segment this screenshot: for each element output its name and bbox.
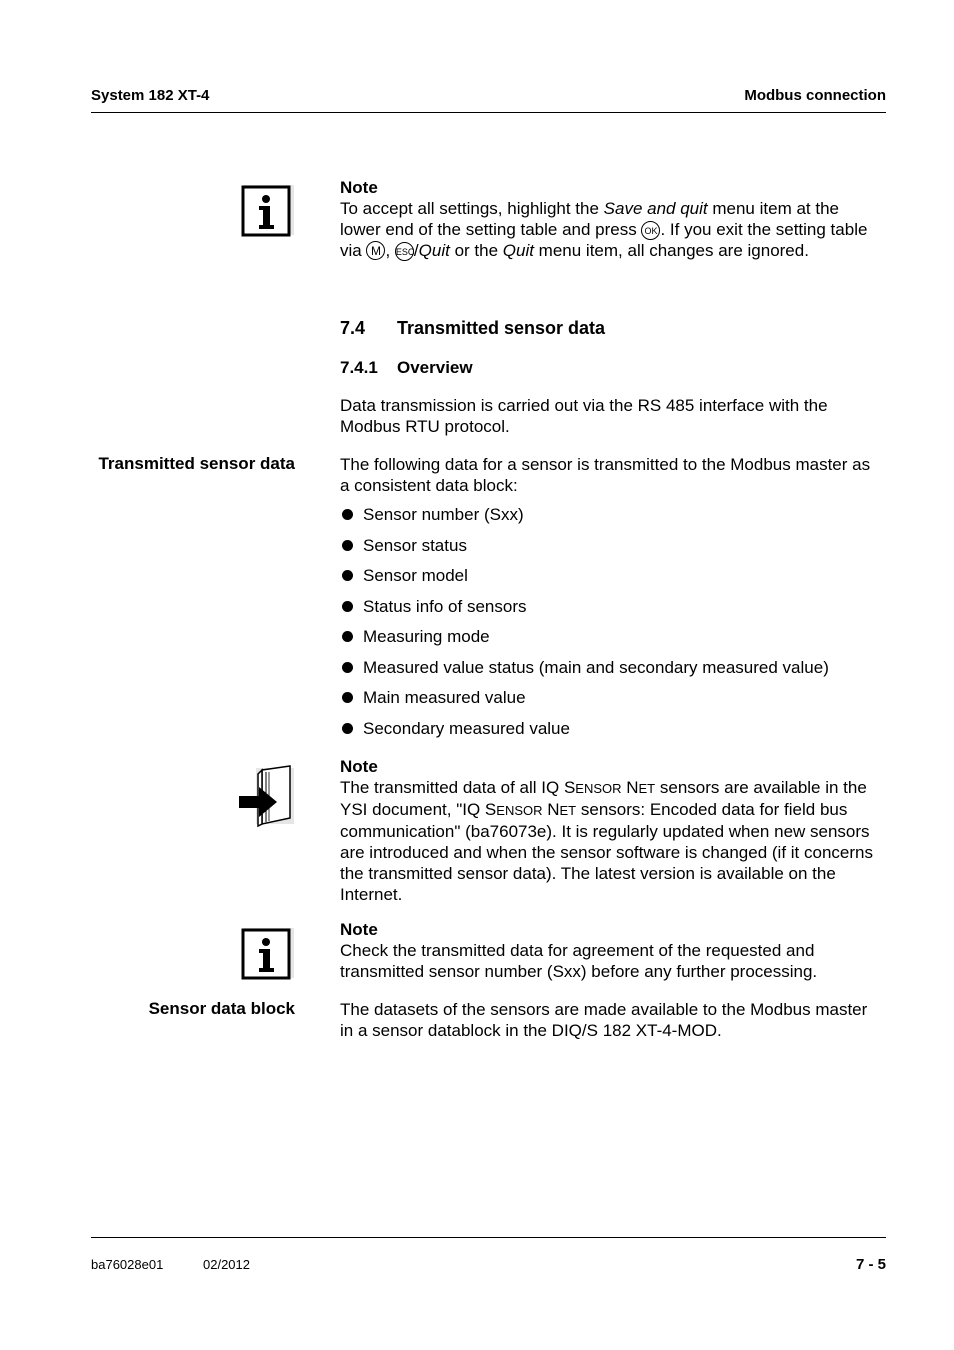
list-item-text: Measured value status (main and secondary measured value) [363, 657, 829, 677]
text: / [413, 241, 419, 260]
list-item-text: Secondary measured value [363, 718, 570, 738]
note-3-line-2: transmitted sensor number (Sxx) before any further processing. [340, 962, 818, 981]
section-heading [340, 318, 605, 339]
text-line: Data transmission is carried out via the RS 485 interface with the [340, 396, 828, 415]
note-2-title: Note [340, 757, 378, 776]
list-item [340, 504, 900, 535]
note-2-line-6: Internet. [340, 885, 403, 904]
subsection-number: 7.4.1 [340, 358, 378, 377]
text-line: The following data for a sensor is transmitted to the Modbus master as [340, 455, 871, 474]
list-item [340, 657, 900, 688]
text: or the [449, 241, 503, 260]
bullet-icon [342, 692, 353, 703]
footer-doc-number: ba76028e01 [91, 1257, 164, 1272]
text-line: in a sensor datablock in the DIQ/S 182 XT-4-MOD. [340, 1021, 722, 1040]
side-label-sensor-block: Sensor data block [148, 999, 295, 1018]
text: The transmitted data of all IQ S [340, 778, 576, 797]
list-item-text: Sensor number (Sxx) [363, 505, 524, 524]
text-line: Modbus RTU protocol. [340, 417, 510, 436]
text: lower end of the setting table and press [340, 220, 642, 239]
note-1-line-3 [340, 240, 900, 261]
list-item [340, 626, 900, 657]
side-label-transmitted: Transmitted sensor data [98, 454, 295, 473]
list-item [340, 565, 900, 596]
small-caps-text: ET [559, 803, 577, 818]
text: To accept all settings, highlight the [340, 199, 604, 218]
ok-key-icon: OK [641, 221, 660, 240]
footer-date: 02/2012 [203, 1257, 250, 1272]
note-3 [340, 919, 900, 982]
text: , [385, 241, 395, 260]
overview-paragraph [340, 395, 900, 437]
info-icon [240, 183, 294, 237]
esc-key-icon: ESC [395, 242, 414, 261]
text: via [340, 241, 367, 260]
text: N [621, 778, 639, 797]
small-caps-text: ENSOR [575, 781, 622, 796]
list-item-text: Measuring mode [363, 627, 490, 646]
text-line: a consistent data block: [340, 476, 518, 495]
text: menu item at the [707, 199, 839, 218]
sensor-block-paragraph [340, 999, 900, 1041]
book-reference-icon [236, 764, 298, 828]
bullet-icon [342, 631, 353, 642]
menu-item-quit: Quit [418, 241, 450, 260]
note-1-line-2 [340, 219, 900, 240]
header-left: System 182 XT-4 [91, 87, 210, 104]
transmitted-paragraph [340, 454, 900, 496]
header-right: Modbus connection [744, 87, 886, 104]
list-item [340, 687, 900, 718]
note-2 [340, 756, 900, 905]
note-2-line-1 [340, 777, 900, 799]
text: menu item, all changes are ignored. [533, 241, 809, 260]
list-item [340, 535, 900, 566]
info-icon [240, 926, 294, 980]
list-item [340, 718, 900, 749]
bullet-icon [342, 723, 353, 734]
note-1-line-1 [340, 198, 900, 219]
bullet-icon [342, 509, 353, 520]
page-number: 7 - 5 [855, 1256, 886, 1273]
note-2-line-4: are introduced and when the sensor software is changed (if it concerns [340, 843, 873, 862]
data-list [340, 504, 900, 748]
text: . If you exit the setting table [660, 220, 868, 239]
note-2-line-2 [340, 799, 900, 821]
bullet-icon [342, 662, 353, 673]
text: sensors are available in the [655, 778, 867, 797]
menu-item-save-quit: Save and quit [603, 199, 708, 218]
bullet-icon [342, 601, 353, 612]
text: YSI document, "IQ S [340, 800, 497, 819]
section-title: Transmitted sensor data [397, 318, 606, 338]
small-caps-text: ET [638, 781, 656, 796]
note-1 [340, 177, 900, 261]
list-item-text: Sensor status [363, 535, 467, 555]
text: N [542, 800, 560, 819]
menu-item-quit: Quit [502, 241, 534, 260]
subsection-title: Overview [397, 358, 473, 377]
m-key-icon: M [366, 241, 385, 260]
footer-rule [91, 1237, 886, 1238]
bullet-icon [342, 570, 353, 581]
small-caps-text: ENSOR [496, 803, 543, 818]
subsection-heading [340, 358, 473, 378]
list-item-text: Sensor model [363, 566, 468, 585]
list-item-text: Main measured value [363, 688, 526, 707]
text: sensors: Encoded data for field bus [576, 800, 848, 819]
note-1-title: Note [340, 178, 378, 197]
bullet-icon [342, 540, 353, 551]
header-rule [91, 112, 886, 113]
list-item [340, 596, 900, 627]
note-3-title: Note [340, 920, 378, 939]
list-item-text: Status info of sensors [363, 596, 527, 616]
note-3-line-1: Check the transmitted data for agreement of the requested and [340, 941, 815, 960]
section-number: 7.4 [340, 318, 366, 338]
text-line: The datasets of the sensors are made available to the Modbus master [340, 1000, 868, 1019]
note-2-line-3: communication" (ba76073e). It is regularly updated when new sensors [340, 822, 870, 841]
note-2-line-5: the transmitted sensor data). The latest version is available on the [340, 864, 836, 883]
